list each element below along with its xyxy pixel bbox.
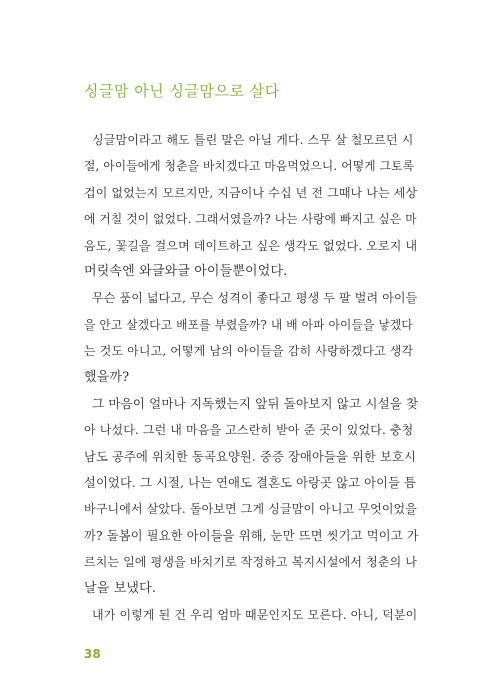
text-line: 르치는 일에 평생을 바치기로 작정하고 복지시설에서 청춘의 나 [84, 555, 418, 570]
text-line: 바구니에서 살았다. 돌아보면 그게 싱글맘이 아니고 무엇이었을 [84, 502, 418, 517]
text-line: 겁이 없었는지 모르지만, 지금이나 수십 년 전 그때나 나는 세상 [84, 185, 418, 200]
text-line: 했을까? [84, 369, 130, 385]
text-line: 설이었다. 그 시절, 나는 연애도 결혼도 아랑곳 않고 아이들 틈 [84, 476, 417, 491]
chapter-title: 싱글맘 아닌 싱글맘으로 살다 [84, 82, 280, 100]
text-line: 싱글맘이라고 해도 틀린 말은 아닐 게다. 스무 살 철모르던 시 [92, 133, 414, 147]
text-line: 까? 돌봄이 필요한 아이들을 위해, 눈만 뜨면 씻기고 먹이고 가 [84, 528, 419, 543]
text-line: 는 것도 아니고, 어떻게 남의 아이들을 감히 사랑하겠다고 생각 [84, 344, 414, 359]
text-line: 에 거칠 것이 없었다. 그래서였을까? 나는 사랑에 빠지고 싶은 마 [84, 212, 417, 227]
text-line: 머릿속엔 와글와글 아이들뿐이었다. [84, 263, 288, 279]
body-text [84, 127, 419, 628]
text-line: 날을 보냈다. [84, 580, 157, 596]
text-line: 무슨 품이 넓다고, 무슨 성격이 좋다고 평생 두 팔 벌려 아이들 [92, 291, 418, 306]
text-line: 절, 아이들에게 청춘을 바치겠다고 마음먹었으니. 어떻게 그토록 [84, 159, 415, 174]
text-line: 남도 공주에 위치한 동곡요양원. 중증 장애아들을 위한 보호시 [84, 449, 416, 464]
text-line: 내가 이렇게 된 건 우리 엄마 때문인지도 모른다. 아니, 덕분이 [92, 608, 418, 623]
text-line: 음도, 꽃길을 걸으며 데이트하고 싶은 생각도 없었다. 오로지 내 [84, 238, 418, 253]
text-line: 을 안고 살겠다고 배포를 부렸을까? 내 배 아파 아이들을 낳겠다 [84, 317, 413, 332]
text-line: 그 마음이 얼마나 지독했는지 앞뒤 돌아보지 않고 시설을 찾 [92, 395, 419, 411]
page-number: 38 [84, 647, 101, 661]
text-line: 아 나섰다. 그런 내 마음을 고스란히 받아 준 곳이 있었다. 충청 [84, 423, 414, 438]
